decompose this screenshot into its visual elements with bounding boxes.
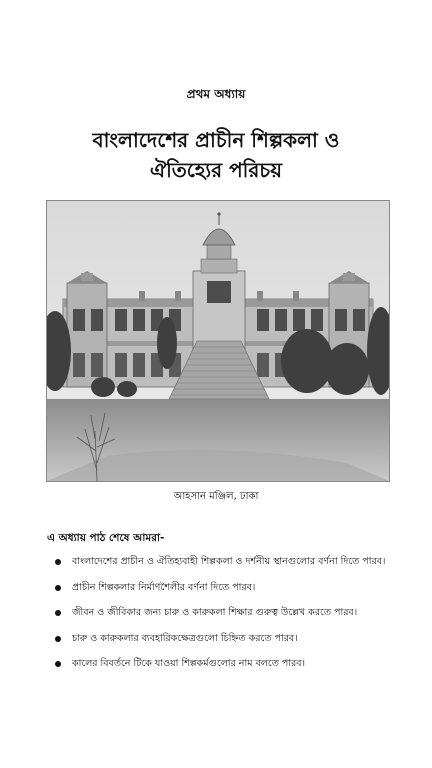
- objective-text: বাংলাদেশের প্রাচীন ও ঐতিহ্যবাহী শিল্পকলা ও দর্শনীয় স্থানগুলোর বর্ণনা দিতে পারব।: [72, 556, 386, 567]
- objective-text: চারু ও কারুকলার ব্যবহারিকক্ষেত্রগুলো চিহ্নিত করতে পারব।: [72, 632, 298, 644]
- chapter-heading: প্রথম অধ্যায়: [186, 87, 246, 101]
- objective-item: [55, 657, 385, 683]
- objectives-list: [55, 555, 385, 683]
- objective-item: [55, 632, 385, 658]
- chapter-title: [0, 125, 432, 185]
- objectives-intro: এ অধ্যায় পাঠ শেষে আমরা-: [47, 532, 165, 544]
- bullet-icon: [55, 610, 61, 616]
- objective-item: [55, 581, 385, 607]
- bullet-icon: [55, 661, 61, 667]
- objective-text: জীবন ও জীবিকার জন্য চারু ও কারুকলা শিক্ষার গুরুত্ব উল্লেখ করতে পারব।: [72, 607, 358, 618]
- bullet-icon: [55, 636, 61, 642]
- ahsan-manzil-photo: [46, 200, 390, 482]
- objective-item: [55, 555, 385, 581]
- objective-text: কালের বিবর্তনে টিকে যাওয়া শিল্পকর্মগুলোর নাম বলতে পারব।: [72, 658, 305, 669]
- bullet-icon: [55, 585, 61, 591]
- palace-illustration: [47, 201, 389, 481]
- objective-text: প্রাচীন শিল্পকলার নির্মাণশৈলীর বর্ণনা দিতে পারব।: [72, 581, 256, 593]
- bullet-icon: [55, 559, 61, 565]
- chapter-title-line-2: ঐতিহ্যের পরিচয়: [150, 158, 282, 182]
- photo-caption: আহসান মঞ্জিল, ঢাকা: [173, 491, 259, 502]
- chapter-title-line-1: বাংলাদেশের প্রাচীন শিল্পকলা ও: [92, 128, 340, 152]
- objective-item: [55, 606, 385, 632]
